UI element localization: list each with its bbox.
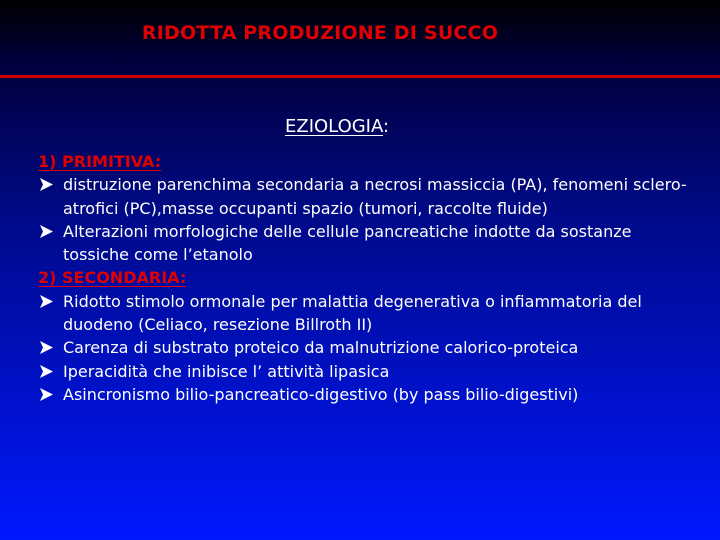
- bullet-item: [38, 383, 698, 406]
- bullet-item: [38, 220, 698, 267]
- bullet-text: Carenza di substrato proteico da malnutrizione calorico-proteica: [63, 338, 579, 358]
- bullet-text: Asincronismo bilio-pancreatico-digestivo (by pass bilio-digestivi): [63, 384, 579, 404]
- arrow-bullet-icon: [40, 173, 56, 196]
- arrow-bullet-icon: [40, 360, 56, 383]
- slide-title: RIDOTTA PRODUZIONE DI SUCCO: [141, 22, 499, 44]
- bullet-item: [38, 173, 698, 220]
- bullet-text: Ridotto stimolo ormonale per malattia degenerativa o infiammatoria del duodeno (Celiaco, resezione Billroth II): [63, 291, 642, 335]
- subtitle-text: EZIOLOGIA: [285, 116, 383, 137]
- arrow-bullet-icon: [40, 336, 56, 359]
- bullet-text: distruzione parenchima secondaria a necrosi massiccia (PA), fenomeni sclero-atrofici (PC),masse occupanti spazio (tumori, raccolte fluide): [63, 175, 687, 218]
- arrow-bullet-icon: [40, 220, 56, 243]
- title-divider: [0, 75, 720, 78]
- bullet-text: Alterazioni morfologiche delle cellule pancreatiche indotte da sostanze tossiche come l’etanolo: [63, 221, 632, 265]
- subtitle-colon: :: [383, 116, 390, 137]
- bullet-item: [38, 290, 698, 337]
- heading-secondaria: 2) SECONDARIA:: [38, 268, 187, 288]
- arrow-bullet-icon: [40, 383, 56, 406]
- heading-primitiva: 1) PRIMITIVA:: [38, 152, 162, 171]
- bullet-item: [38, 336, 698, 359]
- section-subtitle: [285, 116, 389, 137]
- bullet-text: Iperacidità che inibisce l’ attività lipasica: [63, 361, 390, 381]
- arrow-bullet-icon: [40, 290, 56, 313]
- bullet-item: [38, 360, 698, 383]
- content-body: [38, 150, 698, 406]
